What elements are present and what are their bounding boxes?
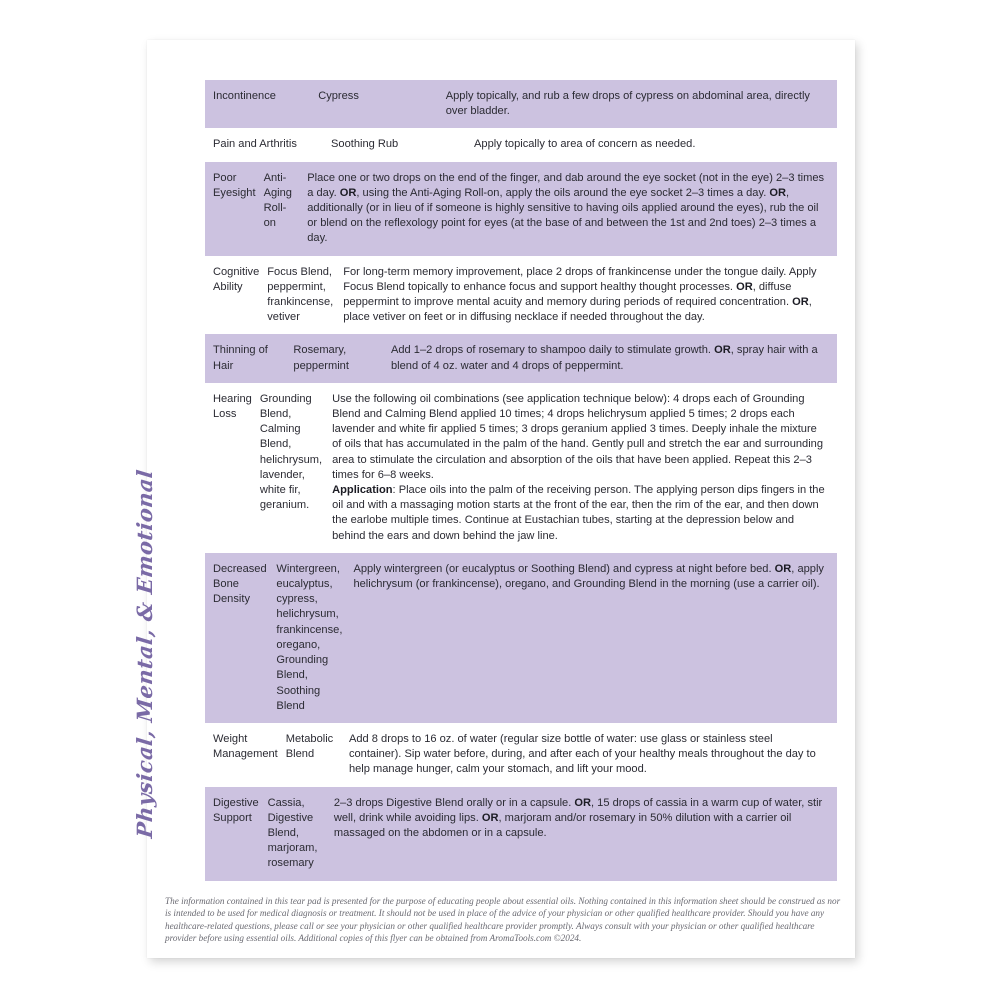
cell-usage: For long-term memory improvement, place 2 drops of frankincense under the tongue daily. Apply Focus Blend topically to enhance focus and support healthy thought processes. OR, diffuse peppermint to improve mental acuity and memory during periods of required concentration. OR, place vetiver on feet or in diffusing necklace if needed throughout the day. <box>343 265 817 324</box>
table-row <box>205 383 837 553</box>
section-side-label <box>127 438 161 838</box>
essential-oils-usage-table <box>205 80 837 881</box>
cell-oils: Anti-Aging Roll-on <box>263 171 292 230</box>
cell-usage: Apply topically to area of concern as needed. <box>474 138 696 151</box>
cell-condition: Cognitive Ability <box>213 265 260 293</box>
document-sheet <box>131 40 855 958</box>
cell-usage: Add 1–2 drops of rosemary to shampoo daily to stimulate growth. OR, spray hair with a blend of 4 oz. water and 4 drops of peppermint. <box>390 344 818 372</box>
table-row <box>205 256 837 335</box>
cell-usage: Apply wintergreen (or eucalyptus or Soothing Blend) and cypress at night before bed. OR, apply helichrysum (or frankincense), oregano, and Grounding Blend in the morning (use a carrier oil). <box>353 562 824 591</box>
table-row <box>205 553 837 723</box>
cell-oils: Soothing Rub <box>331 138 399 151</box>
cell-condition: Digestive Support <box>213 796 259 824</box>
cell-oils: Grounding Blend, Calming Blend, helichrysum, lavender, white fir, geranium. <box>259 392 323 512</box>
cell-usage: Place one or two drops on the end of the finger, and dab around the eye socket (not in the eye) 2–3 times a day. OR, using the Anti-Aging Roll-on, apply the oils around the eye socket 2–3 times a day. OR, additionally (or in lieu of if someone is highly sensitive to having oils applied around the eyes), rub the oil or blend on the reflexology point for eyes (at the base of and between the 1st and 2nd toes) 2–3 times a day. <box>307 171 825 245</box>
cell-oils: Wintergreen, eucalyptus, cypress, helichrysum, frankincense, oregano, Grounding Blend, Soothing Blend <box>276 562 343 712</box>
cell-oils: Rosemary, peppermint <box>293 344 349 372</box>
cell-oils: Metabolic Blend <box>285 732 334 761</box>
table-row <box>205 787 837 881</box>
cell-oils: Focus Blend, peppermint, frankincense, vetiver <box>267 265 334 324</box>
table-row <box>205 334 837 382</box>
disclaimer-text: The information contained in this tear pad is presented for the purpose of educating people about essential oils. Nothing contained in this information sheet should be construed as nor is intended to be used for medical diagnosis or treatment. It should not be used in place of the advice of your physician or other qualified healthcare provider. Should you have any healthcare-related questions, please call or see your physician or other qualified healthcare provider promptly. Always consult with your physician or other qualified healthcare provider before using essential oils. Additional copies of this flyer can be obtained from AromaTools.com ©2024. <box>165 896 841 944</box>
cell-condition: Decreased Bone Density <box>213 562 267 606</box>
cell-oils: Cassia, Digestive Blend, marjoram, rosemary <box>267 796 318 870</box>
table-row <box>205 162 837 256</box>
cell-usage: Use the following oil combinations (see application technique below): 4 drops each of Grounding Blend and Calming Blend applied 10 times; 4 drops helichrysum applied 5 times; 2 drops each lavender and white fir applied 5 times; 3 drops geranium applied 3 times. Deeply inhale the mixture of oils that has accumulated in the palm of the hand. Gently pull and stretch the ear and surrounding area to stimulate the circulation and absorption of the oils that have been applied. Repeat this 2–3 times for 6–8 weeks. Application: Place oils into the palm of the receiving person. The applying person dips fingers in the oil and with a massaging motion starts at the front of the ear, then the rim of the ear, and then down the earlobe multiple times. Continue at Eustachian tubes, starting at the depression below and behind the ears and down behind the jaw line. <box>332 392 825 542</box>
cell-usage: Apply topically, and rub a few drops of cypress on abdominal area, directly over bladder. <box>445 90 810 118</box>
cell-condition: Thinning of Hair <box>213 344 268 372</box>
cell-condition: Pain and Arthritis <box>213 138 297 151</box>
cell-condition: Hearing Loss <box>213 392 252 421</box>
cell-condition: Weight Management <box>213 732 278 761</box>
section-side-label-text: Physical, Mental, & Emotional <box>131 468 157 840</box>
cell-usage: Add 8 drops to 16 oz. of water (regular size bottle of water: use glass or stainless steel container). Sip water before, during, and after each of your healthy meals throughout the day to help manage hunger, calm your stomach, and lift your mood. <box>348 732 816 776</box>
cell-oils: Cypress <box>318 90 359 102</box>
cell-condition: Poor Eyesight <box>213 171 256 199</box>
cell-usage: 2–3 drops Digestive Blend orally or in a capsule. OR, 15 drops of cassia in a warm cup of water, stir well, drink while avoiding lips. OR, marjoram and/or rosemary in 50% dilution with a carrier oil massaged on the abdomen or in a capsule. <box>333 796 823 839</box>
table-row <box>205 128 837 161</box>
cell-condition: Incontinence <box>213 90 276 102</box>
table-row <box>205 80 837 128</box>
table-row <box>205 723 837 787</box>
